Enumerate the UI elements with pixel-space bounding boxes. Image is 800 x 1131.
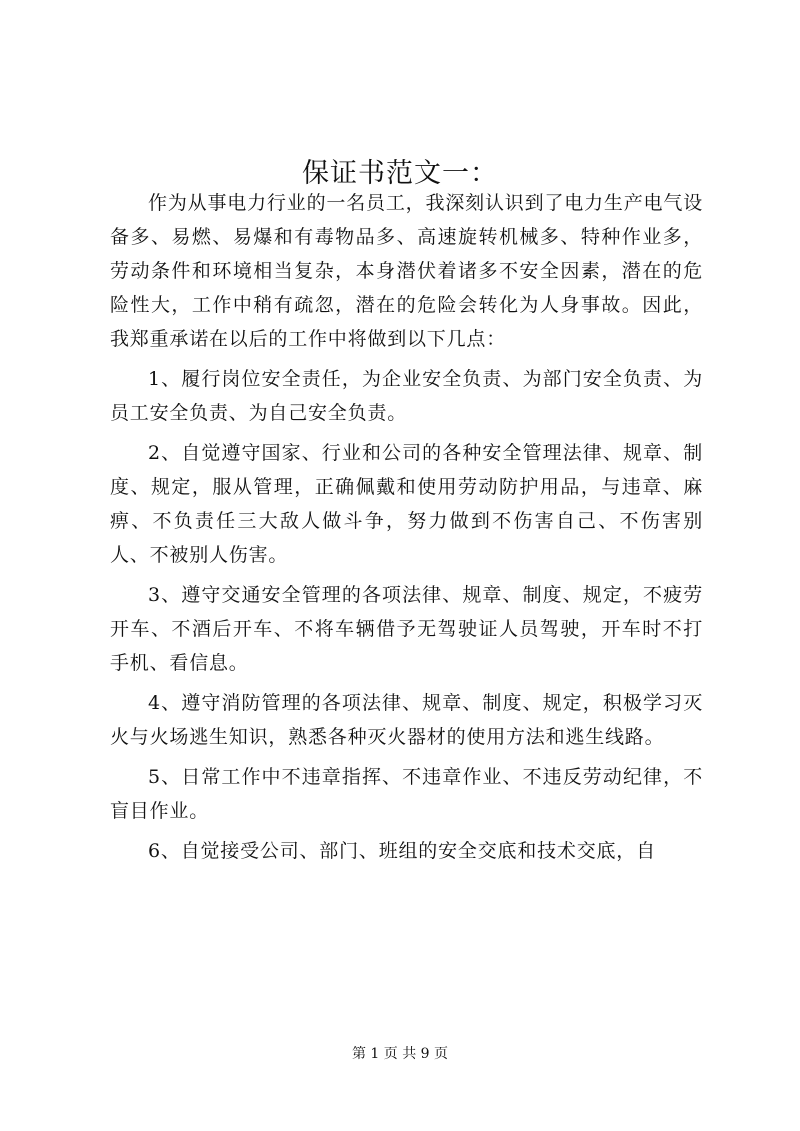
document-body (110, 186, 703, 874)
document-title: 保证书范文一： (302, 158, 498, 190)
paragraph-item-1: 1、履行岗位安全责任，为企业安全负责、为部门安全负责、为员工安全负责、为自己安全负责。 (110, 368, 703, 424)
paragraph-item-3: 3、遵守交通安全管理的各项法律、规章、制度、规定，不疲劳开车、不酒后开车、不将车辆借予无驾驶证人员驾驶，开车时不打手机、看信息。 (110, 584, 703, 674)
paragraph-intro: 作为从事电力行业的一名员工，我深刻认识到了电力生产电气设备多、易燃、易爆和有毒物品多、高速旋转机械多、特种作业多，劳动条件和环境相当复杂，本身潜伏着诸多不安全因素，潜在的危险性大，工作中稍有疏忽，潜在的危险会转化为人身事故。因此，我郑重承诺在以后的工作中将做到以下几点： (110, 192, 703, 350)
page-footer: 第 1 页 共 9 页 (351, 1046, 449, 1062)
paragraph-item-4: 4、遵守消防管理的各项法律、规章、制度、规定，积极学习灭火与火场逃生知识，熟悉各种灭火器材的使用方法和逃生线路。 (110, 692, 703, 748)
paragraph-item-6: 6、自觉接受公司、部门、班组的安全交底和技术交底，自 (148, 840, 656, 862)
paragraph-item-5: 5、日常工作中不违章指挥、不违章作业、不违反劳动纪律，不盲目作业。 (110, 766, 703, 822)
paragraph-item-2: 2、自觉遵守国家、行业和公司的各种安全管理法律、规章、制度、规定，服从管理，正确佩戴和使用劳动防护用品，与违章、麻痹、不负责任三大敌人做斗争，努力做到不伤害自己、不伤害别人、不被别人伤害。 (110, 442, 703, 566)
